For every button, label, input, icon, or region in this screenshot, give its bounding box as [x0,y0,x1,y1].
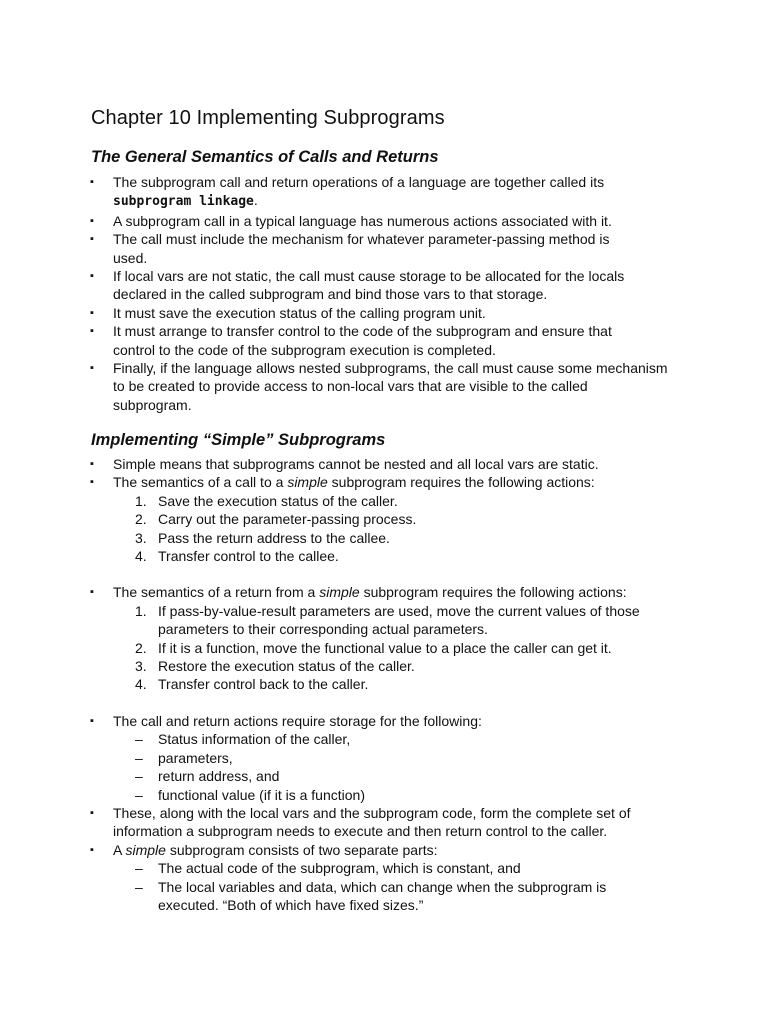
step-number: 1. [135,602,147,619]
step-text: Restore the execution status of the caller. [158,658,415,675]
list-item: ▪ The semantics of a call to a simple subprogram requires the following actions: [90,473,690,491]
section-general-semantics-body [90,173,690,414]
list-item: ▪ Simple means that subprograms cannot be nested and all local vars are static. [90,455,690,473]
bullet-list [90,583,690,601]
step-text: Save the execution status of the caller. [158,492,398,509]
dash-item: – parameters, [90,749,690,767]
step-text: Carry out the parameter-passing process. [158,511,417,528]
step-number: 2. [135,511,147,528]
numbered-step [90,675,680,693]
numbered-step [90,510,690,528]
step-number: 4. [135,548,147,565]
list-item: ▪ If local vars are not static, the call must cause storage to be allocated for the locals declared in the called subprogram and bind those vars to that storage. [90,267,690,304]
step-number: 1. [135,492,147,509]
step-text: Pass the return address to the callee. [158,529,390,546]
step-number: 3. [135,529,147,546]
dash-item: – Status information of the caller, [90,730,690,748]
list-item: ▪ These, along with the local vars and the subprogram code, form the complete set of information a subprogram needs to execute and then return control to the caller. [90,804,690,841]
numbered-step [90,492,690,510]
numbered-step [90,529,690,547]
step-number: 2. [135,639,147,656]
bullet-list [90,173,690,414]
storage-items-list [90,730,690,804]
section-heading-simple-subprograms: Implementing “Simple” Subprograms [91,431,386,449]
step-number: 3. [135,658,147,675]
step-number: 4. [135,676,147,693]
return-steps-list [90,602,690,694]
bullet-list [90,804,690,859]
list-item: ▪ It must arrange to transfer control to the code of the subprogram and ensure that control to the code of the subprogram execution is completed. [90,322,690,359]
step-text: Transfer control back to the caller. [158,676,369,693]
numbered-step [90,602,680,639]
section-heading-general-semantics: The General Semantics of Calls and Returns [91,148,439,166]
dash-item: – The actual code of the subprogram, which is constant, and [90,859,650,877]
chapter-title: Chapter 10 Implementing Subprograms [91,107,445,129]
dash-item: – functional value (if it is a function) [90,786,690,804]
list-item: ▪ The call and return actions require storage for the following: [90,712,690,730]
step-text: Transfer control to the callee. [158,548,339,565]
subprogram-parts-list [90,859,690,914]
bullet-list [90,712,690,730]
list-item: ▪ Finally, if the language allows nested subprograms, the call must cause some mechanism to be created to provide access to non-local vars that are visible to the called subprogram. [90,359,690,414]
list-item: ▪ The subprogram call and return operations of a language are together called its subprogram linkage. [90,173,690,212]
term-subprogram-linkage: subprogram linkage [113,194,254,210]
numbered-step [90,547,690,565]
call-steps-list [90,492,690,566]
list-item: ▪ The call must include the mechanism for whatever parameter-passing method is used. [90,230,690,267]
bullet-list [90,455,690,492]
section-simple-subprograms-body [90,455,690,914]
dash-item: – The local variables and data, which can change when the subprogram is executed. “Both of which have fixed sizes.” [90,878,650,915]
list-item: ▪ The semantics of a return from a simple subprogram requires the following actions: [90,583,690,601]
dash-item: – return address, and [90,767,690,785]
list-item: ▪ A simple subprogram consists of two separate parts: [90,841,690,859]
numbered-step [90,657,680,675]
step-text: If it is a function, move the functional value to a place the caller can get it. [158,639,612,656]
numbered-step [90,639,680,657]
list-item: ▪ A subprogram call in a typical language has numerous actions associated with it. [90,212,690,230]
step-text: If pass-by-value-result parameters are used, move the current values of those parameters to their corresponding actual parameters. [158,602,640,638]
list-item: ▪ It must save the execution status of the calling program unit. [90,304,690,322]
